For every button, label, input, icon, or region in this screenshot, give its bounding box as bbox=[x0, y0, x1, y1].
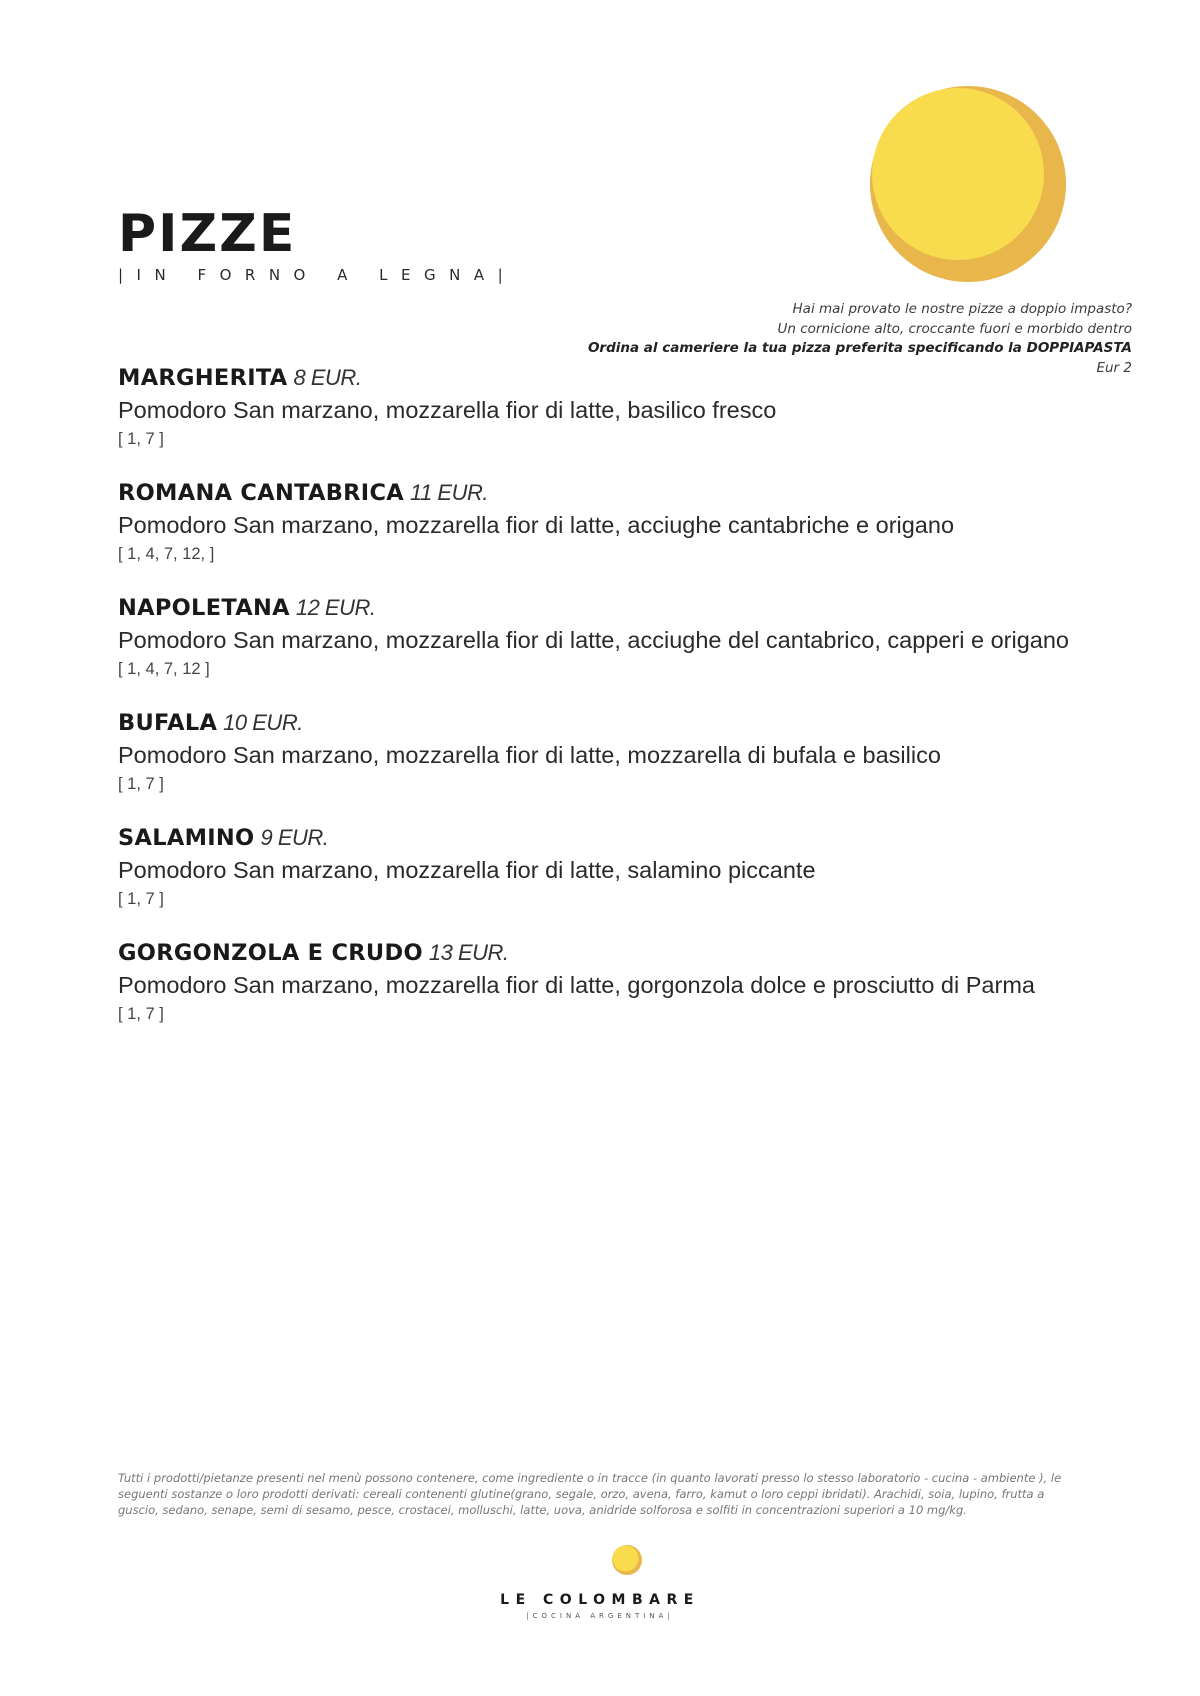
note-line-order: Ordina al cameriere la tua pizza preferita specificando la DOPPIAPASTA bbox=[587, 340, 1132, 356]
menu-item bbox=[118, 592, 1138, 707]
item-name: GORGONZOLA E CRUDO bbox=[118, 940, 423, 966]
item-price: 10 EUR. bbox=[223, 710, 303, 735]
item-allergens: [ 1, 7 ] bbox=[118, 430, 164, 448]
item-description: Pomodoro San marzano, mozzarella fior di latte, acciughe del cantabrico, capperi e origano bbox=[118, 627, 1069, 653]
item-description: Pomodoro San marzano, mozzarella fior di latte, gorgonzola dolce e prosciutto di Parma bbox=[118, 972, 1035, 998]
item-price: 13 EUR. bbox=[428, 940, 509, 965]
note-line-question: Hai mai provato le nostre pizze a doppio impasto? bbox=[792, 301, 1132, 317]
item-name: ROMANA CANTABRICA bbox=[118, 480, 404, 506]
item-allergens: [ 1, 4, 7, 12, ] bbox=[118, 545, 215, 563]
menu-item bbox=[118, 937, 1138, 1052]
item-allergens: [ 1, 7 ] bbox=[118, 1005, 164, 1023]
item-name: SALAMINO bbox=[118, 825, 255, 851]
menu-item bbox=[118, 707, 1138, 822]
item-description: Pomodoro San marzano, mozzarella fior di latte, salamino piccante bbox=[118, 857, 816, 883]
note-line-price: Eur 2 bbox=[1096, 359, 1132, 376]
menu-item bbox=[118, 477, 1138, 592]
item-price: 8 EUR. bbox=[293, 365, 362, 390]
item-description: Pomodoro San marzano, mozzarella fior di latte, basilico fresco bbox=[118, 397, 777, 423]
menu-item bbox=[118, 362, 1138, 477]
item-allergens: [ 1, 7 ] bbox=[118, 775, 164, 793]
item-price: 9 EUR. bbox=[260, 825, 329, 850]
note-line-description: Un cornicione alto, croccante fuori e morbido dentro bbox=[777, 320, 1132, 337]
item-price: 12 EUR. bbox=[295, 595, 376, 620]
menu-item bbox=[118, 822, 1138, 937]
item-name: MARGHERITA bbox=[118, 365, 288, 391]
item-description: Pomodoro San marzano, mozzarella fior di latte, acciughe cantabriche e origano bbox=[118, 512, 955, 538]
brand-name: LE COLOMBARE bbox=[500, 1592, 700, 1608]
footer-sun-icon bbox=[612, 1545, 642, 1575]
allergen-disclaimer: Tutti i prodotti/pietanze presenti nel menù possono contenere, come ingrediente o in tracce (in quanto lavorati presso lo stesso laboratorio - cucina - ambiente ), le seguenti sostanze o loro prodotti derivati: cereali contenenti glutine(grano, segale, orzo, avena, farro, kamut o loro ceppi ibridati). Arachidi, soia, lupino, frutta a guscio, sedano, senape, semi di sesamo, pesce, crostacei, molluschi, latte, uova, anidride solforosa e solfiti in concentrazioni superiori a 10 mg/kg. bbox=[118, 1471, 1062, 1517]
page-title: PIZZE bbox=[118, 204, 297, 264]
item-description: Pomodoro San marzano, mozzarella fior di latte, mozzarella di bufala e basilico bbox=[118, 742, 941, 768]
item-name: NAPOLETANA bbox=[118, 595, 290, 621]
brand-tagline: |COCINA ARGENTINA| bbox=[526, 1612, 674, 1620]
pizza-menu-list bbox=[118, 362, 1138, 1052]
page-subtitle: |IN FORNO A LEGNA| bbox=[118, 266, 517, 284]
sun-logo-icon bbox=[870, 86, 1066, 282]
item-price: 11 EUR. bbox=[409, 480, 488, 505]
item-allergens: [ 1, 4, 7, 12 ] bbox=[118, 660, 210, 678]
item-allergens: [ 1, 7 ] bbox=[118, 890, 164, 908]
item-name: BUFALA bbox=[118, 710, 218, 736]
